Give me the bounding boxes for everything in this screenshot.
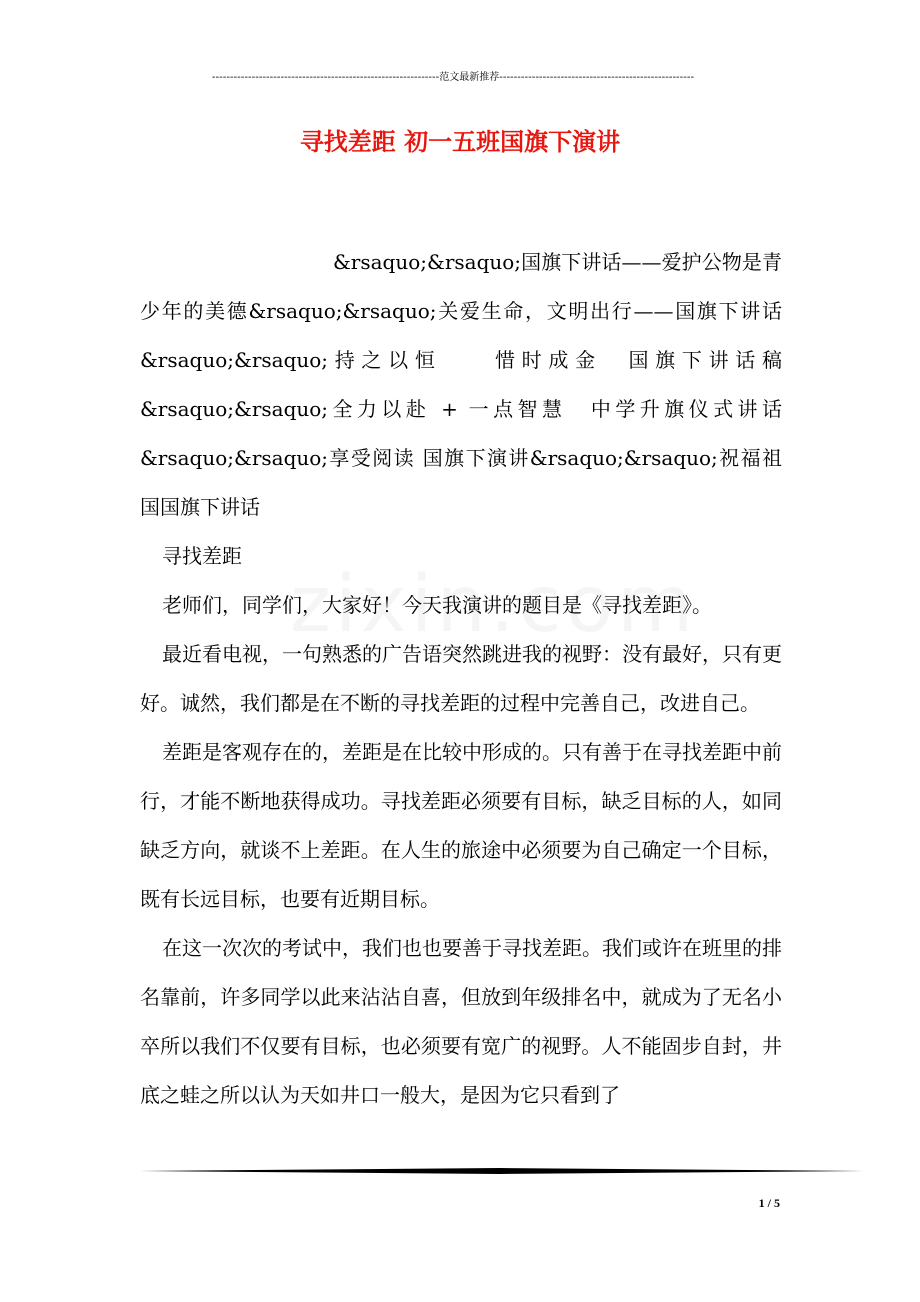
footer-rule <box>140 1168 864 1174</box>
related-links-paragraph: &rsaquo;&rsaquo;国旗下讲话——爱护公物是青少年的美德&rsaquo;&rsaquo;关爱生命，文明出行——国旗下讲话&rsaquo;&rsaquo;持之以恒 惜时成金 国旗下讲话稿&rsaquo;&rsaquo;全力以赴 + 一点智慧 中学升旗仪式讲话&rsaquo;&rsaquo;享受阅读 国旗下演讲&rsaquo;&rsaquo;祝福祖国国旗下讲话 <box>140 250 782 519</box>
document-body <box>140 238 782 1120</box>
body-paragraph: 在这一次次的考试中，我们也也要善于寻找差距。我们或许在班里的排名靠前，许多同学以此来沾沾自喜，但放到年级排名中，就成为了无名小卒所以我们不仅要有目标，也必须要有宽广的视野。人不能固步自封，井底之蛙之所以认为天如井口一般大，是因为它只看到了 <box>140 936 782 1107</box>
page-number: 1 / 5 <box>758 1196 780 1210</box>
body-paragraph: 差距是客观存在的，差距是在比较中形成的。只有善于在寻找差距中前行，才能不断地获得成功。寻找差距必须要有目标，缺乏目标的人，如同缺乏方向，就谈不上差距。在人生的旅途中必须要为自己确定一个目标，既有长远目标，也要有近期目标。 <box>140 740 782 911</box>
body-paragraph: 老师们，同学们，大家好！今天我演讲的题目是《寻找差距》。 <box>162 593 712 617</box>
header-banner: ---------------------------------------------------------------范文最新推荐------------------------------------------------------ <box>211 72 695 83</box>
document-title: 寻找差距 初一五班国旗下演讲 <box>299 127 621 156</box>
body-paragraph: 最近看电视，一句熟悉的广告语突然跳进我的视野：没有最好，只有更好。诚然，我们都是在不断的寻找差距的过程中完善自己，改进自己。 <box>140 642 782 715</box>
subtitle-paragraph: 寻找差距 <box>162 544 242 568</box>
